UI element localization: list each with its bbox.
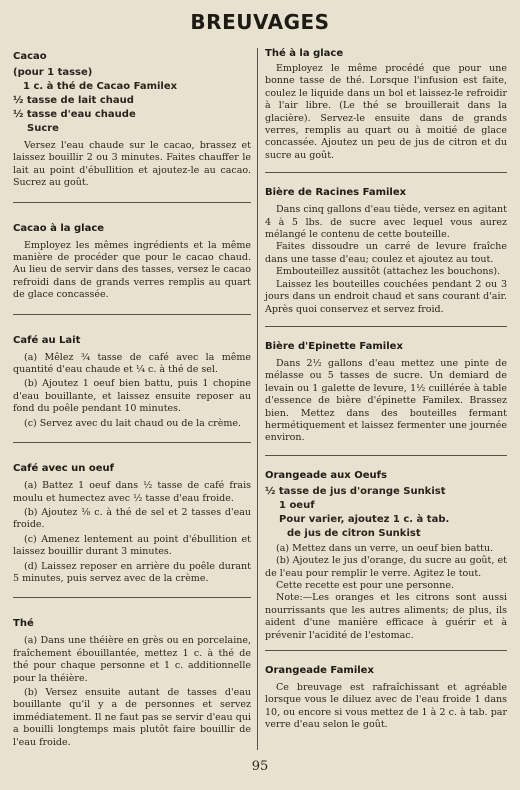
ingredient: 1 c. à thé de Cacao Familex (23, 81, 178, 92)
instructions: Dans cinq gallons d'eau tiède, versez en agitant 4 à 5 lbs. de sucre avec lequel vous aurez mélangé le contenu de cette bouteille. (265, 204, 507, 241)
step: (c) Amenez lentement au point d'ébullition et laissez bouillir durant 3 minutes. (13, 533, 251, 558)
section-heading: Thé (13, 618, 34, 630)
section-divider (265, 172, 507, 173)
section-biere-racines (265, 187, 507, 316)
step: (a) Dans une théière en grès ou en porcelaine, fraîchement ébouillantée, mettez 1 c. à thé de thé pour chaque personne et 1 c. additionnelle pour la théière. (13, 635, 251, 684)
instructions: Faites dissoudre un carré de levure fraîche dans une tasse d'eau; coulez et ajoutez au tout. (265, 241, 507, 265)
instructions: Employez le même procédé que pour une bonne tasse de thé. Lorsque l'infusion est faite, coulez le liquide dans un bol et laissez-le refroidir à l'air libre. (Le thé se brouillerait dans la glacière). Servez-le ensuite dans de grands verres, remplis au quart ou à moitié de glace concassée. Ajoutez un peu de jus de citron et du sucre au goût. (265, 63, 507, 161)
instructions: Ce breuvage est rafraîchissant et agréable lorsque vous le diluez avec de l'eau froide 1 dans 10, ou encore si vous mettez de 1 à 2 c. à tab. par verre d'eau selon le goût. (265, 682, 507, 731)
section-divider (13, 314, 251, 315)
step: (b) Ajoutez 1 oeuf bien battu, puis 1 chopine d'eau bouillante, et laissez ensuite reposer au fond du poêle pendant 10 minutes. (13, 378, 251, 415)
section-heading: Orangeade Familex (265, 665, 374, 676)
step: (d) Laissez reposer en arrière du poêle durant 5 minutes, puis servez avec de la crème. (13, 560, 251, 584)
instructions: Embouteillez aussitôt (attachez les bouchons). (276, 266, 501, 278)
section-heading: Café au Lait (13, 334, 81, 346)
step: (a) Mêlez ¾ tasse de café avec la même quantité d'eau chaude et ¼ c. à thé de sel. (13, 351, 251, 376)
step: (b) Ajoutez ⅛ c. à thé de sel et 2 tasses d'eau froide. (13, 506, 251, 531)
section-biere-epinette (265, 341, 507, 445)
section-divider (265, 455, 507, 456)
step: (c) Servez avec du lait chaud ou de la crème. (24, 417, 241, 429)
ingredient-variation: Pour varier, ajoutez 1 c. à tab. (279, 513, 450, 525)
step: (b) Ajoutez le jus d'orange, du sucre au goût, et de l'eau pour remplir le verre. Agitez le tout. (265, 555, 507, 579)
section-heading: Bière d'Epinette Familex (265, 340, 403, 352)
step: (b) Versez ensuite autant de tasses d'eau bouillante qu'il y a de personnes et servez immédiatement. Il ne faut pas se servir d'eau qui a bouilli longtemps mais plutôt faire bouillir de l'eau froide. (13, 686, 251, 748)
section-cafe-oeuf (13, 463, 251, 585)
section-heading: Cacao à la glace (13, 222, 105, 234)
ingredient: Sucre (27, 123, 59, 134)
serving-size: (pour 1 tasse) (13, 67, 93, 78)
section-cacao (13, 51, 251, 190)
page-title: BREUVAGES (190, 10, 330, 34)
section-the-glace (265, 48, 507, 162)
section-heading: Café avec un oeuf (13, 463, 115, 475)
section-cafe-au-lait (13, 335, 251, 430)
section-divider (265, 326, 507, 327)
serving-note: Cette recette est pour une personne. (276, 579, 454, 591)
section-the (13, 618, 251, 749)
section-heading: Bière de Racines Familex (265, 187, 407, 199)
left-column (13, 46, 251, 749)
section-heading: Orangeade aux Oeufs (265, 469, 387, 481)
instructions: Employez les mêmes ingrédients et la même manière de procéder que pour le cacao chaud. Au lieu de servir dans des tasses, versez le cacao refroidi dans de grands verres remplis au quart de glace concassée. (13, 239, 251, 301)
section-heading: Cacao (13, 51, 47, 62)
ingredient: 1 oeuf (279, 499, 315, 511)
column-divider (257, 48, 258, 750)
instructions: Laissez les bouteilles couchées pendant 2 ou 3 jours dans un endroit chaud et sans courant d'air. Après quoi conservez et servez froid. (265, 278, 507, 315)
instructions: Versez l'eau chaude sur le cacao, brassez et laissez bouillir 2 ou 3 minutes. Faites chauffer le lait au point d'ébullition et ajoutez-le au cacao. Sucrez au goût. (13, 140, 251, 189)
section-heading: Thé à la glace (265, 48, 344, 59)
step: (a) Mettez dans un verre, un oeuf bien battu. (276, 542, 494, 554)
ingredient: ½ tasse de jus d'orange Sunkist (265, 485, 446, 497)
instructions: Dans 2½ gallons d'eau mettez une pinte de mélasse ou 5 tasses de sucre. Un demiard de levain ou 1 galette de levure, 1½ cuillérée à table d'essence de bière d'épinette Familex. Brassez bien. Mettez dans des bouteilles fermant hermétiquement et laissez fermenter une journée environ. (265, 357, 507, 444)
section-divider (13, 202, 251, 203)
section-divider (13, 442, 251, 443)
section-divider (265, 650, 507, 651)
section-orangeade-familex (265, 665, 507, 732)
section-divider (13, 597, 251, 598)
ingredient: ½ tasse d'eau chaude (13, 109, 136, 120)
page-number: 95 (251, 759, 269, 774)
ingredient-variation: de jus de citron Sunkist (287, 527, 421, 539)
ingredient: ½ tasse de lait chaud (13, 95, 134, 106)
note: Note:—Les oranges et les citrons sont aussi nourrissants que les autres aliments; de plus, ils aident d'une manière efficace à guérir et à prévenir l'acidité de l'estomac. (265, 592, 507, 641)
step: (a) Battez 1 oeuf dans ½ tasse de café frais moulu et humectez avec ½ tasse d'eau froide. (13, 480, 251, 504)
right-column (265, 46, 507, 732)
section-orangeade-oeufs (265, 470, 507, 642)
section-cacao-glace (13, 223, 251, 302)
